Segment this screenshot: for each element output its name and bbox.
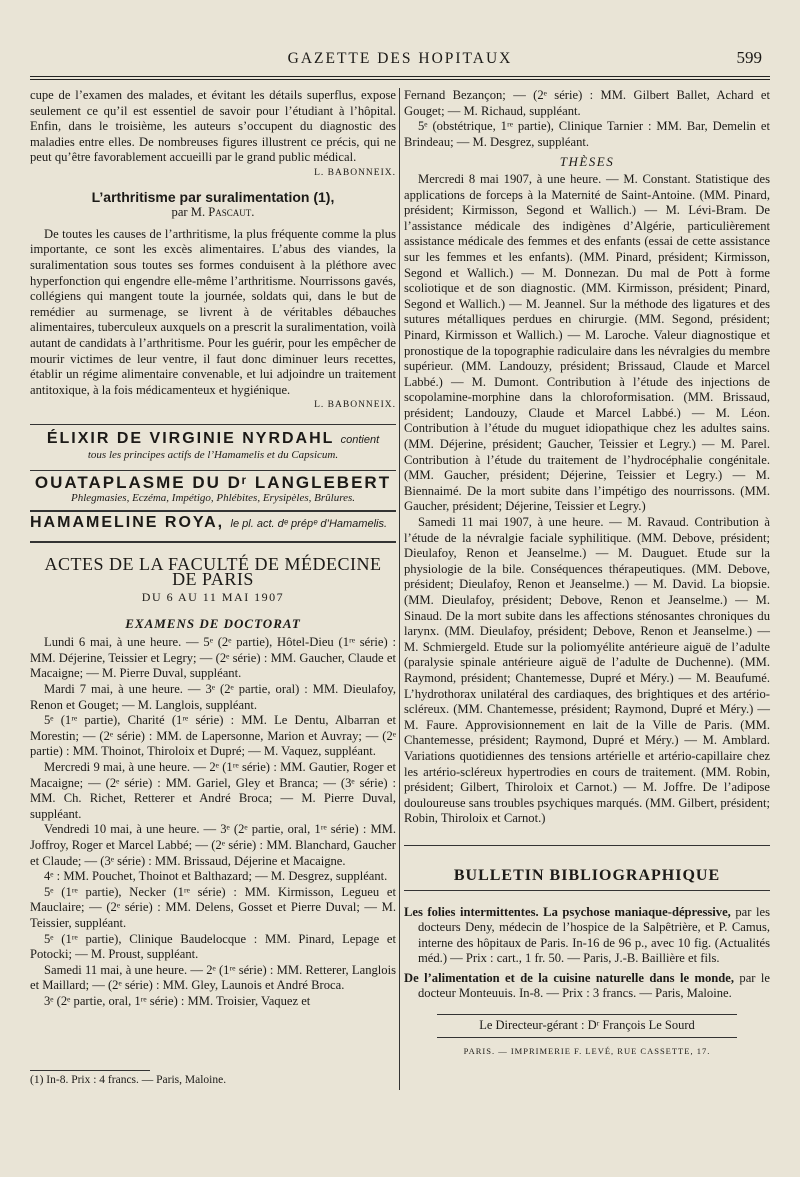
review-signature: L. BABONNEIX. bbox=[314, 167, 396, 178]
footnote: (1) In-8. Prix : 4 francs. — Paris, Maloine. bbox=[30, 1074, 227, 1086]
bulletin-title: BULLETIN BIBLIOGRAPHIQUE bbox=[404, 868, 770, 891]
ad-elixir bbox=[30, 424, 396, 464]
page-number: 599 bbox=[736, 48, 762, 67]
bibliography-entry bbox=[404, 971, 770, 1002]
exam-entry: Mercredi 9 mai, à une heure. — 2ᵉ (1ʳᵉ série) : MM. Gautier, Roger et Macaigne; — (2ᵉ série) : MM. Gariel, Gley et Branca; — (3ᵉ série) : MM. Ch. Richet, Retterer et André Broca; — M. Pierre Duval, suppléant. bbox=[30, 759, 396, 821]
left-column bbox=[30, 88, 396, 1009]
theses-title: THÈSES bbox=[559, 154, 615, 170]
director-line: Le Directeur-gérant : Dʳ François Le Sourd bbox=[437, 1014, 737, 1038]
ad-hamameline-name: HAMAMELINE ROYA, bbox=[30, 514, 225, 532]
faculty-section-title: ACTES DE LA FACULTÉ DE MÉDECINE DE PARIS bbox=[44, 553, 382, 590]
exam-entry: 5ᵉ (1ʳᵉ partie), Necker (1ʳᵉ série) : MM. Kirmisson, Legueu et Mauclaire; — (2ᵉ série) : MM. Delens, Gosset et Pierre Duval; — M. Teissier, suppléant. bbox=[30, 884, 396, 930]
exam-entry: Vendredi 10 mai, à une heure. — 3ᵉ (2ᵉ partie, oral, 1ʳᵉ série) : MM. Joffroy, Roger et Marcel Labbé; — (2ᵉ série) : MM. Blanchard, Gaucher et Claude; — (3ᵉ série) : MM. Brissaud, Déjerine et Macaigne. bbox=[30, 822, 396, 868]
ad-hamameline bbox=[30, 510, 396, 533]
right-column bbox=[404, 88, 770, 1059]
printer-imprint: PARIS. — IMPRIMERIE F. LEVÉ, RUE CASSETTE, 17. bbox=[463, 1045, 711, 1056]
faculty-section-dates: DU 6 AU 11 MAI 1907 bbox=[141, 590, 285, 605]
ad-ouataplasme bbox=[30, 470, 396, 506]
byline-author: Pascaut. bbox=[208, 205, 255, 220]
review-continuation: cupe de l’examen des malades, et évitant les détails superflus, expose seulement ce qu’il est essentiel de savoir pour l’étudiant à l’hôpital. Enfin, dans le troisième, les auteurs s’occupent du diagnostic des maladies entre elles. De nombreuses figures illustrent ce précis, qui ne peut qu’être favorablement accueilli par le grand public médical. bbox=[30, 88, 396, 165]
exams-subtitle: EXAMENS DE DOCTORAT bbox=[125, 615, 301, 631]
biblio-details: par le docteur Monteuuis. In-8. — Prix : 3 francs. — Paris, Maloine. bbox=[418, 970, 770, 1001]
ad-elixir-name: ÉLIXIR DE VIRGINIE NYRDAHL bbox=[46, 429, 335, 447]
ad-hamameline-sub: le pl. act. dᵉ prépᵉ d’Hamamelis. bbox=[230, 518, 388, 531]
ad-hamameline-line bbox=[30, 510, 396, 533]
bibliography-entry bbox=[404, 905, 770, 967]
biblio-title: Les folies intermittentes. La psychose maniaque-dépressive, bbox=[404, 904, 731, 919]
footnote-rule bbox=[30, 1070, 150, 1071]
theses-saturday: Samedi 11 mai 1907, à une heure. — M. Ravaud. Contribution à l’étude de la névralgie faciale syphilitique. (MM. Debove, président; Dieulafoy, Renon et Jeanselme.) — M. Dauguet. Etude sur la physiologie de la bile. Conséquences thérapeutiques. (MM. Debove, président; Dieulafoy, Renon et Jeanselme.) — M. David. La biopsie. (MM. Dieulafoy, président; Debove, Renon et Jeanselme.) — M. Sinaud. De la mort subite dans les affections sténosantes chroniques du larynx. (MM. Dieulafoy, président; Debove, Renon et Jeanselme.) — M. Schmiergeld. Etude sur la poliomyélite antérieure aiguë de l’adulte (paralysie spinale antérieure aiguë de l’adulte de Duchenne). (MM. Raymond, président; Chantemesse, Dupré et Méry.) — M. Beaufumé. L’hydrothorax unilatéral des cardiaques, des brightiques et des artério-scléreux. (MM. Chantemesse, président; Raymond, Dupré et Méry.) — M. Faure. Approvisionnement en lait de la Ville de Paris. (MM. Chantemesse, président; Raymond, Dupré et Méry.) — M. Amblard. Variations quotidiennes des tensions artérielle et artério-capillaire chez les artério-scléreux hypertrodies en cours de traitement. (MM. Robin, président; Gilbert, Thiroloix et Carnot.) — M. Joffre. De l’adipose douloureuse sans troubles psychiques marqués. (MM. Gilbert, président; Robin, Thiroloix et Carnot.) bbox=[404, 515, 770, 826]
ad-ouataplasme-subline: Phlegmasies, Eczéma, Impétigo, Phlébites, Erysipèles, Brûlures. bbox=[70, 491, 355, 504]
running-head bbox=[30, 48, 770, 72]
theses-wednesday: Mercredi 8 mai 1907, à une heure. — M. Constant. Statistique des applications de forceps à la Maternité de Saint-Antoine. (MM. Pinard, président; Kirmisson, Segond et Wallich.) — M. Lévi-Bram. De l’assistance médicale des indigènes d’Algérie, particulièrement assistance médicale des femmes et des enfants (essai de cette assistance sur les femmes et les enfants). (MM. Pinard, président; Kirmisson, Segond et Wallich.) — M. Donnezan. Du mal de Pott à forme scoliotique et de son diagnostic. (MM. Kirmisson, président; Pinard, Segond et Wallich.) — M. Jeannel. Sur la méthode des ligatures et des sutures métalliques perdues en chirurgie. (MM. Segond, président; Pinard, Kirmisson et Wallich.) — M. Laroche. Valeur diagnostique et pronostique de la topographie radiculaire dans les névralgies du membre supérieur. (MM. Landouzy, président; Brissaud, Claude et Marcel Labbé.) — M. Dumont. Contribution à l’étude des injections de scopolamine-morphine dans la chloroformisation. (MM. Brissaud, président; Landouzy, Claude et Marcel Labbé.) — M. Léon. Contribution à l’étude du muguet idiopathique chez les adultes sains. (MM. Déjerine, président; Gaucher, Teissier et Legry.) — M. Parel. Contribution à l’étude du traitement de l’hydrocéphalie congénitale. (MM. Gaucher, président; Déjerine, Teissier et Legry.) — M. Biennaimé. De la mort subite dans l’impétigo des nourrissons. (MM. Gaucher, président; Déjerine, Teissier et Legry.) bbox=[404, 171, 770, 514]
journal-title: GAZETTE DES HOPITAUX bbox=[287, 50, 513, 67]
bulletin-rule bbox=[404, 845, 770, 846]
exam-entry: Lundi 6 mai, à une heure. — 5ᵉ (2ᵉ partie), Hôtel-Dieu (1ʳᵉ série) : MM. Déjerine, Teissier et Legry; — (2ᵉ série) : MM. Gaucher, Claude et Macaigne; — M. Pierre Duval, suppléant. bbox=[30, 635, 396, 681]
exam-entry: 5ᵉ (1ʳᵉ partie), Clinique Baudelocque : MM. Pinard, Lepage et Potocki; — M. Proust, suppléant. bbox=[30, 931, 396, 962]
biblio-details: par les docteurs Deny, médecin de l’hospice de la Salpêtrière, et P. Camus, interne des hôpitaux de Paris. In-16 de 96 p., avec 10 fig. (Actualités méd.) — Prix : cart., 1 fr. 50. — Paris, J.-B. Baillière et fils. bbox=[418, 904, 770, 966]
exam-entry: 5ᵉ (1ʳᵉ partie), Charité (1ʳᵉ série) : MM. Le Dentu, Albarran et Morestin; — (2ᵉ série) : MM. de Lapersonne, Marion et Auvray; — (2ᵉ partie) : MM. Thoinot, Thiroloix et Dupré; — M. Vaquez, suppléant. bbox=[30, 713, 396, 759]
exam-entry: 3ᵉ (2ᵉ partie, oral, 1ʳᵉ série) : MM. Troisier, Vaquez et bbox=[44, 993, 311, 1008]
ad-elixir-headline bbox=[30, 431, 396, 449]
header-rule bbox=[30, 76, 770, 80]
exam-continuation: Fernand Bezançon; — (2ᵉ série) : MM. Gilbert Ballet, Achard et Gouget; — M. Richaud, suppléant. bbox=[404, 88, 770, 118]
column-divider bbox=[399, 88, 400, 1090]
exam-entry: 5ᵉ (obstétrique, 1ʳᵉ partie), Clinique Tarnier : MM. Bar, Demelin et Brindeau; — M. Desgrez, suppléant. bbox=[404, 119, 770, 149]
exam-entry: 4ᵉ : MM. Pouchet, Thoinot et Balthazard; — M. Desgrez, suppléant. bbox=[44, 869, 388, 884]
byline-prefix: par M. bbox=[171, 205, 206, 220]
biblio-title: De l’alimentation et de la cuisine naturelle dans le monde, bbox=[404, 970, 735, 985]
ad-ouataplasme-headline: OUATAPLASME DU Dʳ LANGLEBERT bbox=[30, 470, 396, 491]
article-byline bbox=[30, 205, 396, 221]
ad-elixir-contient: contient bbox=[340, 433, 380, 446]
article-body: De toutes les causes de l’arthritisme, la plus fréquente comme la plus importante, ce sont les excès alimentaires. L’abus des viandes, la suralimentation sous toutes ses formes conduisent à la pléthore avec hyperfonction qui engendre elle-même l’arthritisme. Nourrissons gavés, collégiens qui mangent toute la journée, soldats qui, dans le but de remédier au surmenage, se livrent à de véritables débauches alimentaires, tuberculeux auxquels on a prescrit la suralimentation, voilà autant de candidats à l’arthritisme. Pour les guérir, pour les empêcher de mourir victimes de leur ventre, il faut donc diminuer leurs recettes, établir un régime alimentaire convenable, et lui adjoindre un traitement antitoxique, à la fois médicamenteux et hygiénique. bbox=[30, 226, 396, 397]
article-title: L’arthritisme par suralimentation (1), bbox=[91, 188, 335, 205]
section-rule bbox=[30, 541, 396, 543]
ad-elixir-subline: tous les principes actifs de l’Hamamelis et du Capsicum. bbox=[87, 449, 339, 462]
exam-entry: Mardi 7 mai, à une heure. — 3ᵉ (2ᵉ partie, oral) : MM. Dieulafoy, Renon et Gouget; — M. Langlois, suppléant. bbox=[30, 682, 396, 712]
article-signature: L. BABONNEIX. bbox=[314, 400, 396, 411]
exam-entry: Samedi 11 mai, à une heure. — 2ᵉ (1ʳᵉ série) : MM. Retterer, Langlois et Maillard; — (2ᵉ série) : MM. Gley, Launois et André Broca. bbox=[30, 962, 396, 993]
